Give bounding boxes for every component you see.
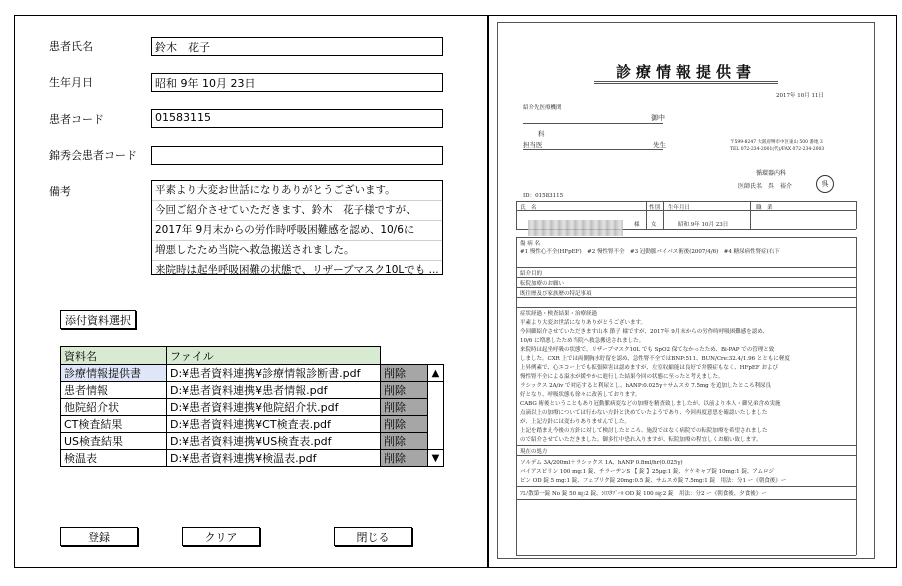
doc-purpose-label: 紹介目的	[520, 271, 543, 277]
doc-address2: TEL 072-234-2001(代)/FAX 072-234-2003	[730, 147, 825, 152]
doc-col-job: 職 業	[756, 205, 773, 211]
delete-button[interactable]: 削除	[381, 433, 428, 450]
delete-button[interactable]: 削除	[381, 399, 428, 416]
clear-button[interactable]: クリア	[182, 527, 260, 546]
doc-body-line: 好となり、呼吸状態も徐々に改善しております。	[520, 392, 641, 398]
remarks-line: 来院時は起坐呼吸困難の状態で、リザーブマスク10Lでも ...	[155, 264, 439, 276]
doc-doctor: 担当医	[523, 141, 543, 149]
seal-stamp-icon: 呉	[816, 175, 834, 193]
row-name[interactable]: 診療情報提供書	[61, 365, 167, 382]
row-name[interactable]: 他院紹介状	[61, 399, 167, 416]
patient-code-label: 患者コード	[49, 113, 104, 126]
doc-physician: 医師氏名 呉 裕介	[738, 183, 793, 190]
row-name[interactable]: 患者情報	[61, 382, 167, 399]
doc-body-line: 今回御紹介させていただきます山本 節子 様ですが、2017年 9月末からの労作時呼吸困難感を認め、	[520, 329, 769, 335]
doc-dob: 昭和 9年 10月 23日	[678, 222, 729, 228]
redacted-name	[528, 220, 623, 236]
doc-body-line: 上記を踏まえ今後の方針に対して検討したところ、施設ではなく病院での転院加療を希望されました	[520, 428, 768, 434]
doc-rx-line: ﾌｴﾉ散第一錠 No 錠 50 ㎎:2 錠、ｼﾛｽﾀｿﾞｰﾙ OD 錠 100 ㎎:2 錠 用法：分2 ー《朝食後、夕食後》ー	[520, 491, 767, 497]
doc-sama: 様	[634, 222, 640, 228]
doc-body-line: 来院時は起坐呼吸の状態で、リザーブマスク10L でも SpO2 保てなかったため、Bi-PAP での管理と致	[520, 347, 775, 353]
row-name[interactable]: 検温表	[61, 450, 167, 467]
scroll-down-arrow[interactable]: ▼	[428, 450, 444, 467]
scrollbar-track[interactable]	[428, 399, 444, 416]
remarks-textarea[interactable]	[151, 180, 443, 275]
row-file[interactable]: D:¥患者資料連携¥他院紹介状.pdf	[167, 399, 381, 416]
row-file[interactable]: D:¥患者資料連携¥診療情報診断書.pdf	[167, 365, 381, 382]
doc-body-line: CABG 術後ということもあり冠動脈病変などの加療を精査致しましたが、以前より本人・御兄弟含め実施	[520, 401, 781, 407]
row-file[interactable]: D:¥患者資料連携¥US検査表.pdf	[167, 433, 381, 450]
doc-history-label: 既往歴及び家族歴の特記事項	[520, 291, 592, 297]
doc-body-line: しました。CXR 上では両側胸水貯留を認め、急性腎不全ではBNP:511、BUN/Cre:32.4/1.96 とともに軽度	[520, 356, 790, 362]
doc-body-line: 上昇例素で、心エコー上でも拡張障害は認めますが、左室収縮能は良好で弁膜症もなく、HFpEF および	[520, 365, 778, 371]
doc-course-label: 症状経過・検査結果・治療経過	[520, 311, 598, 317]
delete-button[interactable]: 削除	[381, 365, 428, 382]
doc-body-line: が、上記方針には変わりありませんでした。	[520, 419, 631, 425]
doc-title: 診療情報提供書	[615, 63, 756, 81]
doc-recipient: 紹介先医療機関	[523, 105, 562, 111]
doc-col-name: 氏 名	[520, 205, 537, 211]
doc-rx-line: ピン OD 錠 5 mg:1 錠、フェブリク錠 20mg:0.5 錠、サムスカ錠 7.5mg:1 錠 用法：分1 ー《朝食後》ー	[520, 478, 787, 484]
row-file[interactable]: D:¥患者資料連携¥CT検査表.pdf	[167, 416, 381, 433]
row-file[interactable]: D:¥患者資料連携¥検温表.pdf	[167, 450, 381, 467]
doc-body-line: 点滴以上の加療については行わない方針と決めていたようであり、今回再度意思を確認いたしました	[520, 410, 768, 416]
header-spacer	[381, 347, 428, 365]
doc-body-line: 平素より大変お世話になりありがとうございます。	[520, 320, 647, 326]
doc-body-line: ので紹介させていただきました。御多忙中恐れ入りますが、転院加療の程宜しくお願い致します。	[520, 437, 762, 443]
header-name: 資料名	[61, 347, 167, 365]
doc-address1: 〒599-8247 大阪府堺市中区東山 500 番地 3	[730, 140, 823, 145]
select-attachment-button[interactable]: 添付資料選択	[60, 310, 136, 329]
row-name[interactable]: US検査結果	[61, 433, 167, 450]
doc-col-sex: 性別	[649, 205, 661, 211]
table-row[interactable]	[61, 399, 444, 416]
dob-field[interactable]: 昭和 9年 10月 23日	[151, 73, 443, 92]
doc-rx-line: ソルデム 3A/200ml＋ラシックス 1A、hANP 0.8ml/hr(0.025γ)	[520, 460, 683, 466]
doc-rx-line: バイアスピリン 100 mg:1 錠、チラーヂンS 【 錠 】25μg:1 錠、ケケキャブ錠 10mg:1 錠、アムロジ	[520, 469, 775, 475]
table-row[interactable]	[61, 365, 444, 382]
doc-body-line: 10/6 に増悪したため当院へ救急搬送されました。	[520, 338, 645, 344]
doc-dept: 循環器内科	[756, 170, 787, 177]
delete-button[interactable]: 削除	[381, 450, 428, 467]
assoc-code-label: 錦秀会患者コード	[49, 149, 137, 162]
doc-purpose: 転院加療のお願い	[520, 281, 565, 287]
remarks-line: 増悪したため当院へ救急搬送されました。	[152, 241, 442, 261]
scrollbar-track[interactable]	[428, 382, 444, 399]
doc-body-line: ラシックス 2A/iv で対応すると利尿とし、hANP:0.025γ＋サムスカ 7.5mg を追加したところ利尿良	[520, 383, 771, 389]
close-button[interactable]: 閉じる	[334, 527, 412, 546]
patient-name-field[interactable]: 鈴木 花子	[151, 37, 443, 56]
panel-divider	[487, 15, 489, 568]
delete-button[interactable]: 削除	[381, 416, 428, 433]
register-button[interactable]: 登録	[60, 527, 138, 546]
delete-button[interactable]: 削除	[381, 382, 428, 399]
row-name[interactable]: CT検査結果	[61, 416, 167, 433]
doc-sex: 女	[651, 222, 657, 228]
table-row[interactable]	[61, 416, 444, 433]
remarks-line: 平素より大変お世話になりありがとうございます。	[152, 181, 442, 201]
table-row[interactable]	[61, 382, 444, 399]
doc-sensei: 先生	[653, 141, 666, 149]
table-row[interactable]	[61, 450, 444, 467]
remarks-line: 2017年 9月末からの労作時呼吸困難感を認め、10/6に	[152, 221, 442, 241]
doc-date: 2017年 10月 11日	[776, 93, 824, 99]
scrollbar-track[interactable]	[428, 433, 444, 450]
table-header	[61, 347, 444, 365]
doc-rx-label: 現在の処方	[520, 449, 548, 455]
header-spacer	[428, 347, 444, 365]
remarks-line: 今回ご紹介させていただきます、鈴木 花子様ですが、	[152, 201, 442, 221]
patient-name-label: 患者氏名	[49, 40, 93, 53]
document-preview[interactable]	[497, 22, 875, 559]
doc-id: ID：01583115	[523, 193, 564, 199]
doc-body-line: 慢性腎不全による溢水が緩やかに進行した結果今回の状態に至ったと考えました。	[520, 374, 724, 380]
doc-dx-label: 傷 病 名	[520, 241, 540, 247]
doc-dx: #1 慢性心不全(HFpEF) #2 慢性腎不全 #3 冠動脈バイパス術後(2007/4/6) #4 糖尿病性腎症(右下	[520, 249, 780, 255]
dob-label: 生年月日	[49, 76, 93, 89]
attachments-table	[60, 346, 444, 467]
doc-ka: 科	[538, 130, 545, 138]
patient-code-field[interactable]: 01583115	[151, 109, 443, 128]
scrollbar-track[interactable]	[428, 416, 444, 433]
row-file[interactable]: D:¥患者資料連携¥患者情報.pdf	[167, 382, 381, 399]
scroll-up-arrow[interactable]: ▲	[428, 365, 444, 382]
doc-onchu: 御中	[651, 114, 665, 122]
assoc-code-field[interactable]	[151, 146, 443, 165]
header-file: ファイル	[167, 347, 381, 365]
doc-col-dob: 生年月日	[668, 205, 691, 211]
table-row[interactable]	[61, 433, 444, 450]
remarks-label: 備考	[49, 185, 71, 198]
